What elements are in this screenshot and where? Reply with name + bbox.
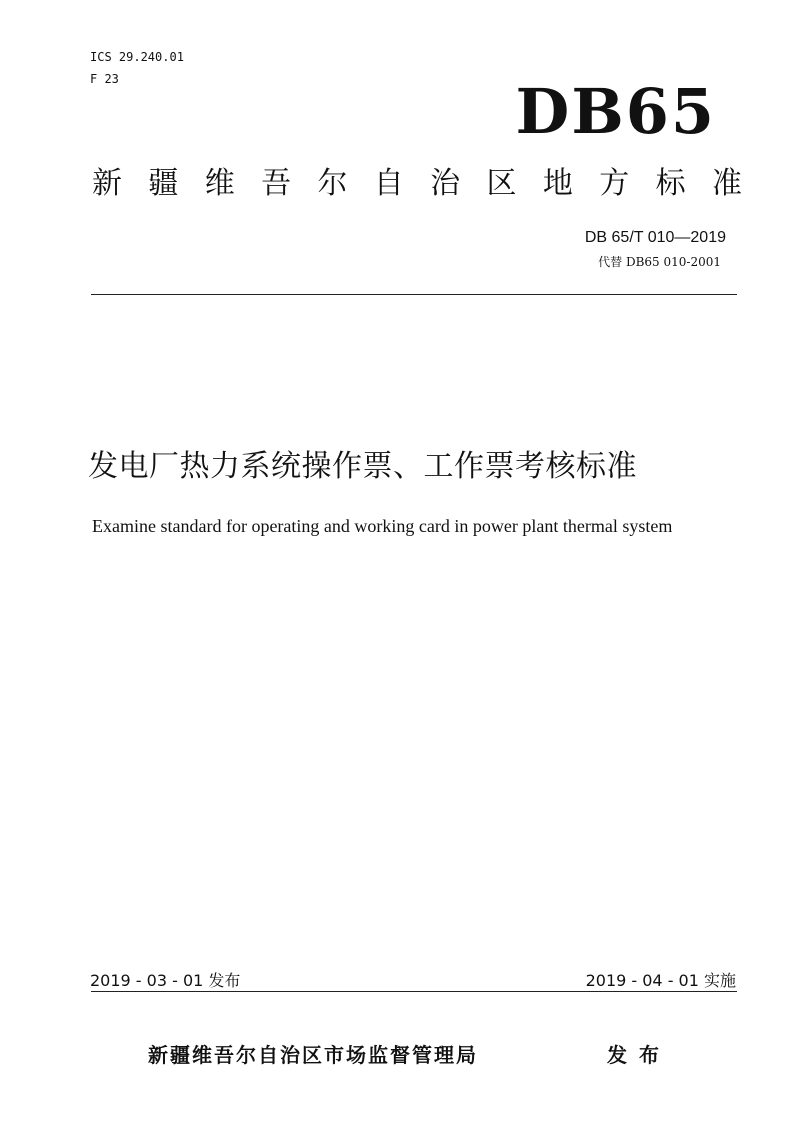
issuing-authority: 新疆维吾尔自治区市场监督管理局	[148, 1043, 478, 1067]
standard-type-char: 自	[373, 166, 404, 201]
issue-date: 2019 - 03 - 01 发布	[90, 971, 241, 990]
document-title-english: Examine standard for operating and working card in power plant thermal system	[92, 516, 673, 536]
top-divider	[91, 294, 737, 295]
standard-type-char: 疆	[148, 166, 179, 201]
standard-logo: DB65	[515, 75, 716, 148]
standard-type-char: 维	[204, 166, 235, 201]
standard-code: DB 65/T 010—2019	[584, 229, 726, 246]
bottom-divider	[91, 991, 737, 992]
issue-label: 发布	[607, 1043, 671, 1067]
standard-type-char: 吾	[261, 166, 292, 201]
standard-type-heading	[92, 164, 742, 204]
standard-type-char: 区	[486, 166, 517, 201]
standard-type-char: 治	[430, 166, 461, 201]
ics-code: ICS 29.240.01	[90, 50, 184, 64]
ccs-code: F 23	[90, 72, 119, 86]
standard-type-char: 尔	[317, 166, 348, 201]
standard-type-char: 准	[711, 166, 742, 201]
standard-type-char: 标	[655, 166, 686, 201]
document-title-chinese: 发电厂热力系统操作票、工作票考核标准	[88, 449, 637, 484]
implementation-date: 2019 - 04 - 01 实施	[585, 971, 736, 990]
standard-type-char: 方	[599, 166, 630, 201]
replaces-note: 代替 DB65 010-2001	[598, 255, 721, 269]
standard-type-char: 新	[92, 166, 122, 201]
standard-type-char: 地	[542, 166, 573, 201]
